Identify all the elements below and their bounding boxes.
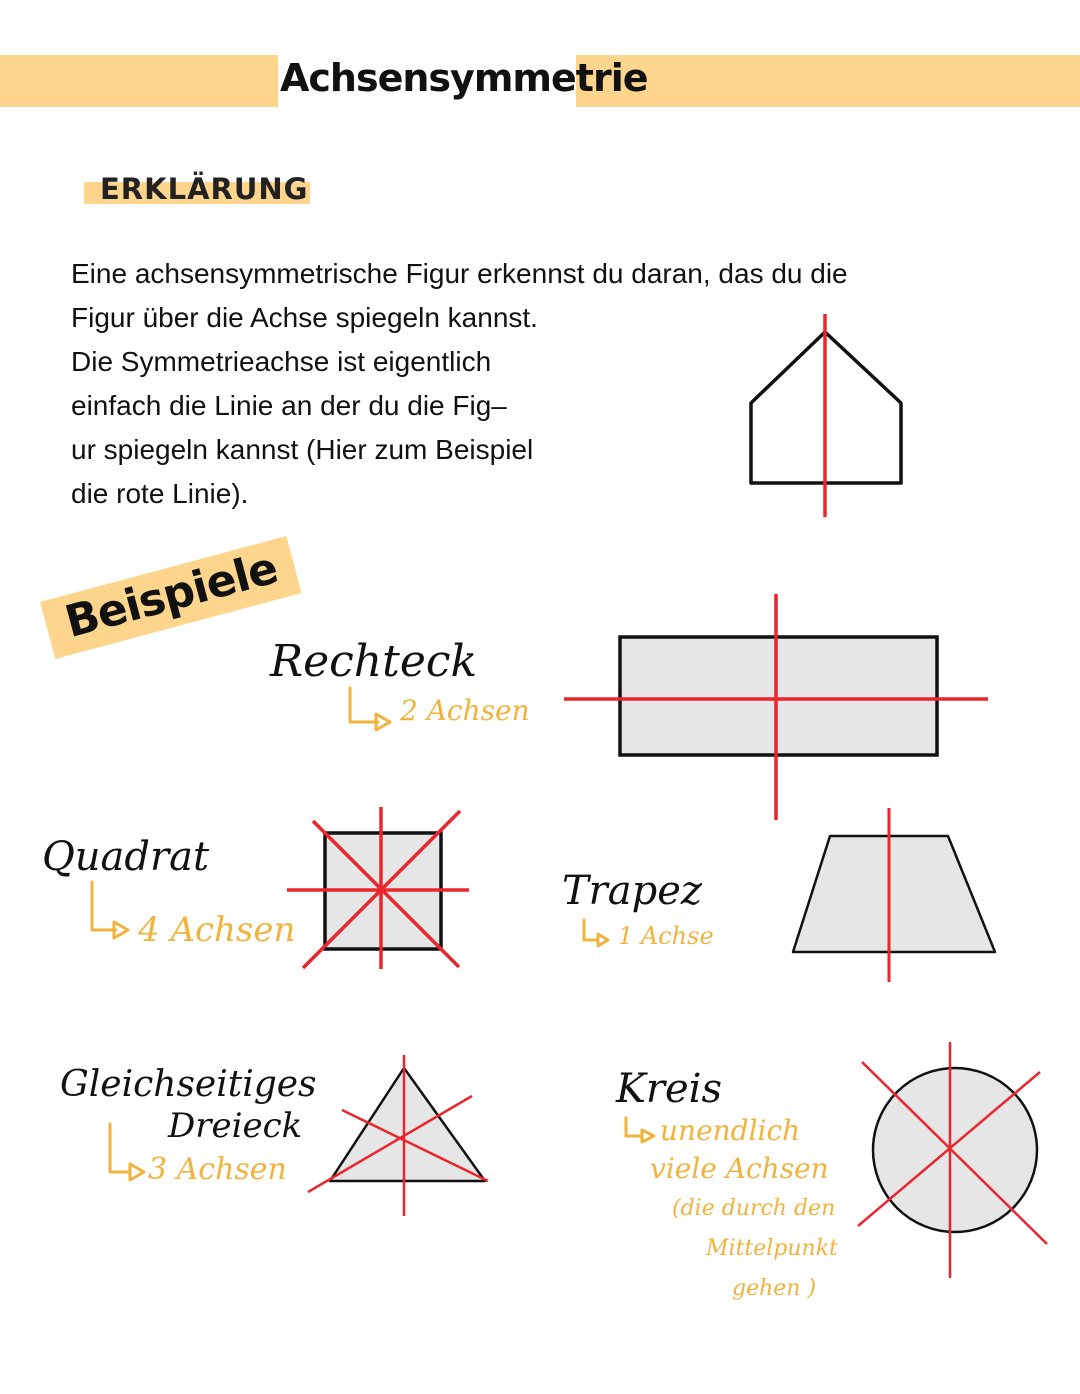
rectangle-figure	[564, 594, 988, 820]
trapezoid-shape	[793, 836, 995, 952]
rectangle-shape	[620, 637, 937, 755]
note-kreis-1: (die durch den	[672, 1196, 836, 1221]
axes-dreieck: 3 Achsen	[148, 1152, 287, 1187]
arrow-icon	[92, 882, 116, 930]
house-figure	[751, 314, 901, 517]
arrow-icon	[626, 1118, 642, 1136]
label-trapez: Trapez	[562, 868, 702, 914]
explanation-line: ur spiegeln kannst (Hier zum Beispiel	[71, 434, 534, 465]
arrow-icon	[642, 1130, 654, 1142]
trapezoid-figure	[793, 808, 995, 982]
axes-quadrat: 4 Achsen	[138, 910, 296, 950]
explanation-line: Figur über die Achse spiegeln kannst.	[71, 302, 538, 333]
page-title: Achsensymmetrie	[280, 56, 648, 100]
label-quadrat: Quadrat	[42, 834, 210, 880]
arrow-icon	[350, 688, 378, 722]
arrow-icon	[130, 1164, 144, 1180]
axes-trapez: 1 Achse	[618, 922, 714, 950]
triangle-shape	[330, 1068, 485, 1181]
explanation-line: einfach die Linie an der du die Fig–	[71, 390, 507, 421]
circle-figure	[858, 1042, 1047, 1278]
note-kreis-2: Mittelpunkt	[706, 1236, 838, 1261]
axes-kreis-1: unendlich	[660, 1114, 801, 1147]
axes-kreis-2: viele Achsen	[650, 1152, 829, 1185]
explanation-line: Die Symmetrieachse ist eigentlich	[71, 346, 492, 377]
examples-heading: Beispiele	[40, 536, 302, 659]
square-figure	[287, 807, 469, 969]
label-dreieck-1: Gleichseitiges	[60, 1064, 317, 1105]
arrow-icon	[598, 934, 608, 946]
label-rechteck: Rechteck	[270, 636, 478, 687]
arrow-icon	[110, 1124, 130, 1172]
explanation-line: Eine achsensymmetrische Figur erkennst du daran, das du die	[71, 258, 848, 289]
circle-shape	[873, 1068, 1037, 1232]
note-kreis-3: gehen )	[732, 1276, 817, 1301]
label-dreieck-2: Dreieck	[168, 1106, 303, 1146]
label-kreis: Kreis	[616, 1066, 722, 1112]
section-heading: ERKLÄRUNG	[100, 172, 309, 206]
explanation-line: die rote Linie).	[71, 478, 249, 509]
triangle-figure	[308, 1055, 488, 1216]
arrow-icon	[584, 920, 598, 940]
axes-rechteck: 2 Achsen	[400, 694, 530, 727]
